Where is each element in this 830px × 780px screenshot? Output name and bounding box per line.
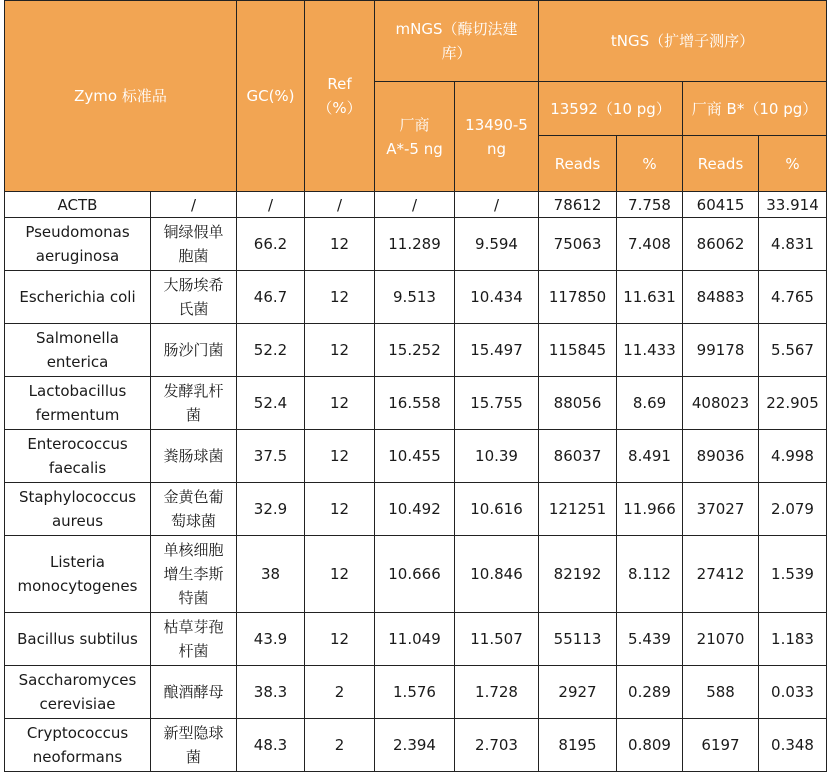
kit-13490-cell: 10.616 — [455, 483, 539, 536]
ref-cell: / — [305, 192, 375, 218]
chinese-name-cell: / — [151, 192, 237, 218]
header-tngs: tNGS（扩增子测序） — [539, 1, 827, 82]
header-zymo: Zymo 标准品 — [5, 1, 237, 192]
gc-cell: 46.7 — [237, 271, 305, 324]
table-row — [5, 483, 827, 536]
pct-13592-cell: 8.491 — [617, 430, 683, 483]
species-cell: Staphylococcus aureus — [5, 483, 151, 536]
header-reads-13592: Reads — [539, 136, 617, 192]
reads-vendor-b-cell: 6197 — [683, 719, 759, 772]
header-reads-vendor-b: Reads — [683, 136, 759, 192]
vendor-a-cell: 10.666 — [375, 536, 455, 613]
gc-cell: 32.9 — [237, 483, 305, 536]
vendor-a-cell: 2.394 — [375, 719, 455, 772]
chinese-name-cell: 肠沙门菌 — [151, 324, 237, 377]
pct-13592-cell: 11.966 — [617, 483, 683, 536]
vendor-a-cell: 9.513 — [375, 271, 455, 324]
gc-cell: 48.3 — [237, 719, 305, 772]
kit-13490-cell: 10.434 — [455, 271, 539, 324]
gc-cell: 37.5 — [237, 430, 305, 483]
ref-cell: 12 — [305, 430, 375, 483]
species-cell: Escherichia coli — [5, 271, 151, 324]
species-cell: Lactobacillus fermentum — [5, 377, 151, 430]
pct-13592-cell: 8.69 — [617, 377, 683, 430]
gc-cell: 38 — [237, 536, 305, 613]
reads-vendor-b-cell: 89036 — [683, 430, 759, 483]
header-vendor-b: 厂商 B*（10 pg） — [683, 82, 827, 136]
reads-13592-cell: 55113 — [539, 613, 617, 666]
reads-vendor-b-cell: 21070 — [683, 613, 759, 666]
pct-vendor-b-cell: 2.079 — [759, 483, 827, 536]
reads-vendor-b-cell: 60415 — [683, 192, 759, 218]
kit-13490-cell: 9.594 — [455, 218, 539, 271]
reads-13592-cell: 78612 — [539, 192, 617, 218]
chinese-name-cell: 酿酒酵母 — [151, 666, 237, 719]
vendor-a-cell: 1.576 — [375, 666, 455, 719]
pct-vendor-b-cell: 1.539 — [759, 536, 827, 613]
vendor-a-cell: / — [375, 192, 455, 218]
pct-13592-cell: 5.439 — [617, 613, 683, 666]
chinese-name-cell: 金黄色葡 萄球菌 — [151, 483, 237, 536]
species-cell: Pseudomonas aeruginosa — [5, 218, 151, 271]
vendor-a-cell: 11.289 — [375, 218, 455, 271]
reads-13592-cell: 75063 — [539, 218, 617, 271]
reads-vendor-b-cell: 99178 — [683, 324, 759, 377]
header-row-1 — [5, 1, 827, 82]
table-row — [5, 377, 827, 430]
header-kit-13592: 13592（10 pg） — [539, 82, 683, 136]
pct-13592-cell: 11.433 — [617, 324, 683, 377]
kit-13490-cell: 15.497 — [455, 324, 539, 377]
table-row — [5, 719, 827, 772]
vendor-a-cell: 16.558 — [375, 377, 455, 430]
header-pct-13592: % — [617, 136, 683, 192]
reads-13592-cell: 117850 — [539, 271, 617, 324]
species-cell: Cryptococcus neoformans — [5, 719, 151, 772]
comparison-table — [4, 0, 827, 772]
pct-13592-cell: 8.112 — [617, 536, 683, 613]
ref-cell: 12 — [305, 536, 375, 613]
kit-13490-cell: / — [455, 192, 539, 218]
chinese-name-cell: 大肠埃希 氏菌 — [151, 271, 237, 324]
species-cell: Saccharomyces cerevisiae — [5, 666, 151, 719]
ref-cell: 12 — [305, 271, 375, 324]
species-cell: Listeria monocytogenes — [5, 536, 151, 613]
table-row — [5, 613, 827, 666]
reads-vendor-b-cell: 37027 — [683, 483, 759, 536]
reads-13592-cell: 86037 — [539, 430, 617, 483]
species-cell: Enterococcus faecalis — [5, 430, 151, 483]
table-row — [5, 271, 827, 324]
pct-13592-cell: 0.809 — [617, 719, 683, 772]
header-mngs: mNGS（酶切法建 库） — [375, 1, 539, 82]
ref-cell: 2 — [305, 719, 375, 772]
vendor-a-cell: 10.455 — [375, 430, 455, 483]
vendor-a-cell: 11.049 — [375, 613, 455, 666]
header-pct-vendor-b: % — [759, 136, 827, 192]
header-vendor-a: 厂商 A*-5 ng — [375, 82, 455, 192]
header-ref: Ref （%） — [305, 1, 375, 192]
pct-vendor-b-cell: 5.567 — [759, 324, 827, 377]
pct-vendor-b-cell: 33.914 — [759, 192, 827, 218]
reads-vendor-b-cell: 408023 — [683, 377, 759, 430]
kit-13490-cell: 11.507 — [455, 613, 539, 666]
table-row — [5, 192, 827, 218]
gc-cell: 52.4 — [237, 377, 305, 430]
gc-cell: 38.3 — [237, 666, 305, 719]
chinese-name-cell: 新型隐球 菌 — [151, 719, 237, 772]
reads-13592-cell: 82192 — [539, 536, 617, 613]
pct-vendor-b-cell: 0.348 — [759, 719, 827, 772]
reads-13592-cell: 115845 — [539, 324, 617, 377]
ref-cell: 12 — [305, 218, 375, 271]
pct-13592-cell: 11.631 — [617, 271, 683, 324]
chinese-name-cell: 粪肠球菌 — [151, 430, 237, 483]
chinese-name-cell: 枯草芽孢 杆菌 — [151, 613, 237, 666]
pct-vendor-b-cell: 4.765 — [759, 271, 827, 324]
reads-13592-cell: 121251 — [539, 483, 617, 536]
gc-cell: 66.2 — [237, 218, 305, 271]
ref-cell: 12 — [305, 377, 375, 430]
reads-vendor-b-cell: 86062 — [683, 218, 759, 271]
header-gc: GC(%) — [237, 1, 305, 192]
ref-cell: 12 — [305, 483, 375, 536]
ref-cell: 12 — [305, 324, 375, 377]
ref-cell: 2 — [305, 666, 375, 719]
chinese-name-cell: 铜绿假单 胞菌 — [151, 218, 237, 271]
pct-vendor-b-cell: 0.033 — [759, 666, 827, 719]
reads-13592-cell: 8195 — [539, 719, 617, 772]
vendor-a-cell: 10.492 — [375, 483, 455, 536]
reads-13592-cell: 2927 — [539, 666, 617, 719]
pct-vendor-b-cell: 4.831 — [759, 218, 827, 271]
reads-vendor-b-cell: 27412 — [683, 536, 759, 613]
pct-vendor-b-cell: 22.905 — [759, 377, 827, 430]
ref-cell: 12 — [305, 613, 375, 666]
species-cell: ACTB — [5, 192, 151, 218]
table-row — [5, 430, 827, 483]
header-kit-13490: 13490-5 ng — [455, 82, 539, 192]
reads-vendor-b-cell: 588 — [683, 666, 759, 719]
pct-vendor-b-cell: 4.998 — [759, 430, 827, 483]
pct-13592-cell: 7.758 — [617, 192, 683, 218]
kit-13490-cell: 1.728 — [455, 666, 539, 719]
species-cell: Bacillus subtilus — [5, 613, 151, 666]
kit-13490-cell: 10.39 — [455, 430, 539, 483]
gc-cell: 52.2 — [237, 324, 305, 377]
species-cell: Salmonella enterica — [5, 324, 151, 377]
pct-vendor-b-cell: 1.183 — [759, 613, 827, 666]
chinese-name-cell: 发酵乳杆 菌 — [151, 377, 237, 430]
reads-vendor-b-cell: 84883 — [683, 271, 759, 324]
vendor-a-cell: 15.252 — [375, 324, 455, 377]
reads-13592-cell: 88056 — [539, 377, 617, 430]
kit-13490-cell: 10.846 — [455, 536, 539, 613]
pct-13592-cell: 7.408 — [617, 218, 683, 271]
kit-13490-cell: 2.703 — [455, 719, 539, 772]
table-row — [5, 324, 827, 377]
chinese-name-cell: 单核细胞 增生李斯 特菌 — [151, 536, 237, 613]
gc-cell: 43.9 — [237, 613, 305, 666]
table-row — [5, 218, 827, 271]
table-row — [5, 536, 827, 613]
gc-cell: / — [237, 192, 305, 218]
table-row — [5, 666, 827, 719]
kit-13490-cell: 15.755 — [455, 377, 539, 430]
pct-13592-cell: 0.289 — [617, 666, 683, 719]
